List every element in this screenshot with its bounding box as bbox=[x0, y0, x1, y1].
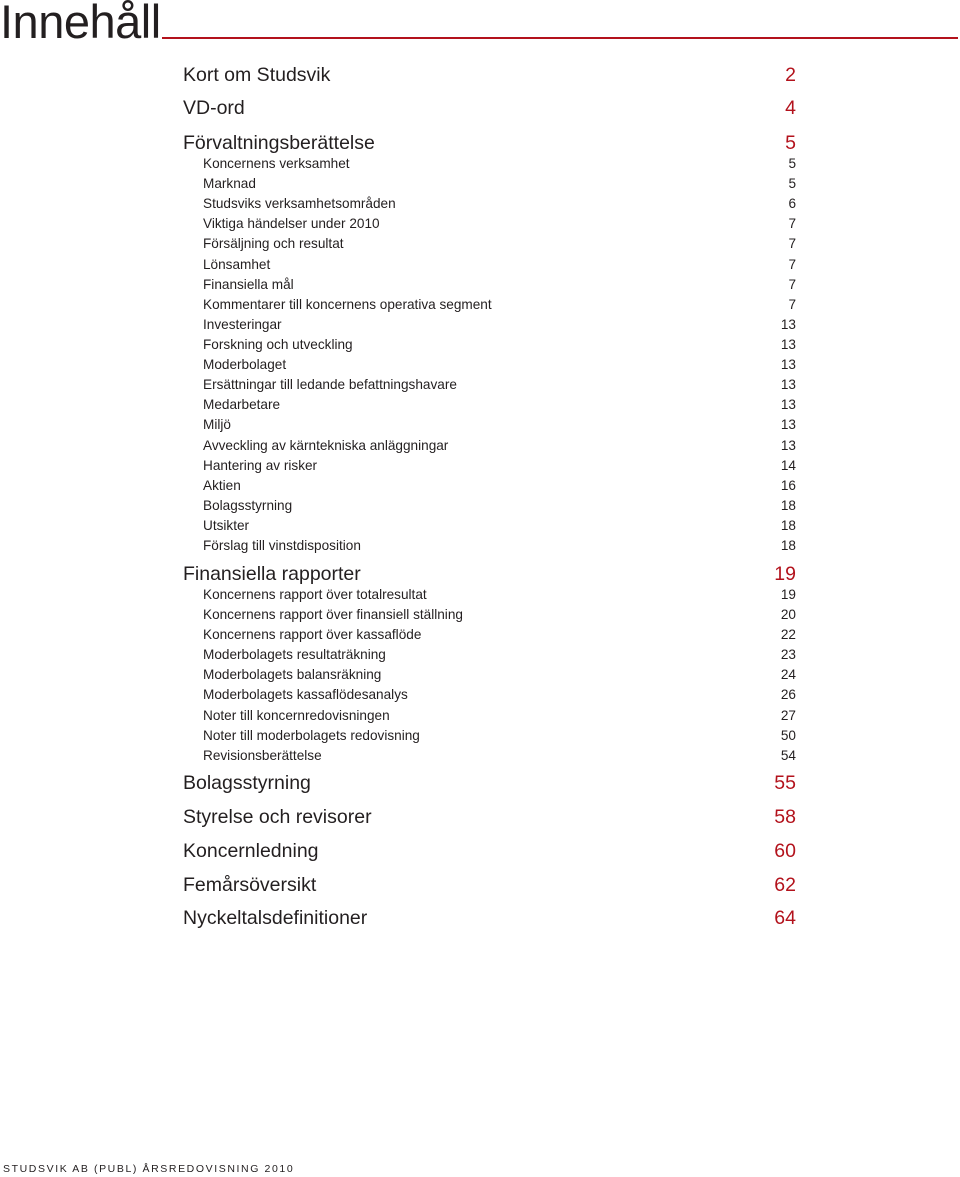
toc-entry-page: 19 bbox=[774, 563, 796, 585]
toc-entry-page: 55 bbox=[774, 772, 796, 794]
toc-entry[interactable] bbox=[183, 872, 796, 898]
toc-subentry-page: 54 bbox=[780, 748, 796, 763]
toc-entry[interactable] bbox=[183, 905, 796, 931]
toc-subentry[interactable] bbox=[183, 645, 796, 665]
toc-subentry[interactable] bbox=[183, 726, 796, 746]
toc-subentry-label: Medarbetare bbox=[203, 397, 281, 412]
toc-entry-label: Koncernledning bbox=[183, 840, 319, 862]
toc-subentry-page: 18 bbox=[780, 518, 796, 533]
toc-subentry-label: Lönsamhet bbox=[203, 257, 271, 272]
toc-subentry-page: 23 bbox=[780, 647, 796, 662]
toc-subentry-label: Viktiga händelser under 2010 bbox=[203, 216, 380, 231]
toc-subentry-label: Investeringar bbox=[203, 317, 282, 332]
toc-subentry-page: 13 bbox=[780, 377, 796, 392]
toc-subentry-page: 5 bbox=[788, 156, 796, 171]
toc-entry[interactable] bbox=[183, 770, 796, 796]
toc-subentry[interactable] bbox=[183, 315, 796, 335]
toc-entry-page: 5 bbox=[785, 132, 796, 154]
toc-entry-page: 62 bbox=[774, 874, 796, 896]
toc-entry-label: VD-ord bbox=[183, 97, 245, 119]
toc-subentry-page: 14 bbox=[780, 458, 796, 473]
toc-subentry-page: 7 bbox=[788, 216, 796, 231]
toc-subentry-label: Forskning och utveckling bbox=[203, 337, 353, 352]
toc-subentry-page: 50 bbox=[780, 728, 796, 743]
toc-subentry-label: Moderbolaget bbox=[203, 357, 287, 372]
toc-entry-page: 4 bbox=[785, 97, 796, 119]
toc-entry-page: 60 bbox=[774, 840, 796, 862]
toc-subentry-label: Miljö bbox=[203, 417, 231, 432]
toc-subentry-label: Moderbolagets resultaträkning bbox=[203, 647, 386, 662]
title-divider bbox=[162, 37, 958, 39]
toc-subentry-label: Försäljning och resultat bbox=[203, 236, 344, 251]
toc-subentry-page: 5 bbox=[788, 176, 796, 191]
toc-subentry[interactable] bbox=[183, 706, 796, 726]
toc-subentry[interactable] bbox=[183, 275, 796, 295]
toc-entry[interactable] bbox=[183, 804, 796, 830]
toc-subentry[interactable] bbox=[183, 375, 796, 395]
toc-entry-label: Kort om Studsvik bbox=[183, 64, 331, 86]
toc-subentry-label: Moderbolagets balansräkning bbox=[203, 667, 382, 682]
toc-subentry-page: 13 bbox=[780, 317, 796, 332]
toc-subentry[interactable] bbox=[183, 665, 796, 685]
toc-subentry[interactable] bbox=[183, 194, 796, 214]
toc-subentry[interactable] bbox=[183, 395, 796, 415]
toc-subentry-label: Finansiella mål bbox=[203, 277, 294, 292]
toc-subentry[interactable] bbox=[183, 174, 796, 194]
toc-subentry-page: 6 bbox=[788, 196, 796, 211]
toc-subentry-page: 13 bbox=[780, 438, 796, 453]
toc-subentry-page: 18 bbox=[780, 538, 796, 553]
toc-subentry-page: 7 bbox=[788, 297, 796, 312]
toc-subentry[interactable] bbox=[183, 355, 796, 375]
toc-subentry[interactable] bbox=[183, 746, 796, 766]
toc-subentry-label: Noter till koncernredovisningen bbox=[203, 708, 390, 723]
toc-subentry-label: Aktien bbox=[203, 478, 241, 493]
toc-subentry[interactable] bbox=[183, 476, 796, 496]
toc-subentry-label: Marknad bbox=[203, 176, 256, 191]
toc-subentry-page: 22 bbox=[780, 627, 796, 642]
toc-subentry[interactable] bbox=[183, 214, 796, 234]
toc-subentry-label: Utsikter bbox=[203, 518, 250, 533]
toc-subentry[interactable] bbox=[183, 536, 796, 556]
toc-subentry[interactable] bbox=[183, 436, 796, 456]
toc-subentry-label: Moderbolagets kassaflödesanalys bbox=[203, 687, 408, 702]
toc-entry[interactable] bbox=[183, 130, 796, 156]
toc-entry[interactable] bbox=[183, 561, 796, 587]
toc-subentry-page: 27 bbox=[780, 708, 796, 723]
toc-subentry-label: Avveckling av kärntekniska anläggningar bbox=[203, 438, 449, 453]
page-footer: STUDSVIK AB (PUBL) ÅRSREDOVISNING 2010 bbox=[3, 1163, 295, 1175]
page-title: Innehåll bbox=[0, 0, 161, 48]
toc-subentry-page: 13 bbox=[780, 417, 796, 432]
toc-entry-label: Förvaltningsberättelse bbox=[183, 132, 375, 154]
toc-subentry-page: 18 bbox=[780, 498, 796, 513]
toc-entry[interactable] bbox=[183, 62, 796, 88]
toc-subentry-label: Koncernens rapport över kassaflöde bbox=[203, 627, 422, 642]
toc-subentry[interactable] bbox=[183, 516, 796, 536]
toc-subentry-label: Hantering av risker bbox=[203, 458, 318, 473]
toc-entry[interactable] bbox=[183, 95, 796, 121]
toc-subentry-page: 20 bbox=[780, 607, 796, 622]
toc-subentry[interactable] bbox=[183, 415, 796, 435]
toc-subentry-label: Ersättningar till ledande befattningshavare bbox=[203, 377, 457, 392]
toc-subentry[interactable] bbox=[183, 496, 796, 516]
toc-entry-label: Nyckeltalsdefinitioner bbox=[183, 907, 368, 929]
toc-subentry[interactable] bbox=[183, 255, 796, 275]
toc-entry-page: 64 bbox=[774, 907, 796, 929]
toc-subentry[interactable] bbox=[183, 585, 796, 605]
toc-subentry[interactable] bbox=[183, 295, 796, 315]
toc-subentry-page: 13 bbox=[780, 337, 796, 352]
toc-subentry-label: Förslag till vinstdisposition bbox=[203, 538, 361, 553]
toc-subentry-label: Revisionsberättelse bbox=[203, 748, 322, 763]
toc-subentry[interactable] bbox=[183, 456, 796, 476]
toc-subentry-page: 7 bbox=[788, 257, 796, 272]
toc-subentry[interactable] bbox=[183, 154, 796, 174]
toc-subentry-page: 26 bbox=[780, 687, 796, 702]
toc-subentry-label: Studsviks verksamhetsområden bbox=[203, 196, 396, 211]
toc-subentry-page: 7 bbox=[788, 236, 796, 251]
toc-entry-label: Styrelse och revisorer bbox=[183, 806, 372, 828]
toc-subentry-page: 7 bbox=[788, 277, 796, 292]
toc-subentry-page: 13 bbox=[780, 397, 796, 412]
toc-subentry-page: 19 bbox=[780, 587, 796, 602]
toc-entry[interactable] bbox=[183, 838, 796, 864]
toc-subentry[interactable] bbox=[183, 685, 796, 705]
toc-subentry-label: Noter till moderbolagets redovisning bbox=[203, 728, 420, 743]
toc-subentry[interactable] bbox=[183, 625, 796, 645]
toc-subentry-page: 13 bbox=[780, 357, 796, 372]
toc-subentry-label: Koncernens rapport över totalresultat bbox=[203, 587, 427, 602]
toc-entry-label: Femårsöversikt bbox=[183, 874, 317, 896]
toc-entry-label: Finansiella rapporter bbox=[183, 563, 361, 585]
toc-entry-label: Bolagsstyrning bbox=[183, 772, 311, 794]
toc-subentry[interactable] bbox=[183, 234, 796, 254]
toc-subentry[interactable] bbox=[183, 335, 796, 355]
toc-subentry-page: 24 bbox=[780, 667, 796, 682]
toc-subentry-page: 16 bbox=[780, 478, 796, 493]
toc-subentry-label: Koncernens rapport över finansiell ställning bbox=[203, 607, 463, 622]
toc-subentry[interactable] bbox=[183, 605, 796, 625]
toc-entry-page: 2 bbox=[785, 64, 796, 86]
toc-subentry-label: Koncernens verksamhet bbox=[203, 156, 350, 171]
toc-subentry-label: Kommentarer till koncernens operativa segment bbox=[203, 297, 492, 312]
toc-entry-page: 58 bbox=[774, 806, 796, 828]
toc-subentry-label: Bolagsstyrning bbox=[203, 498, 293, 513]
